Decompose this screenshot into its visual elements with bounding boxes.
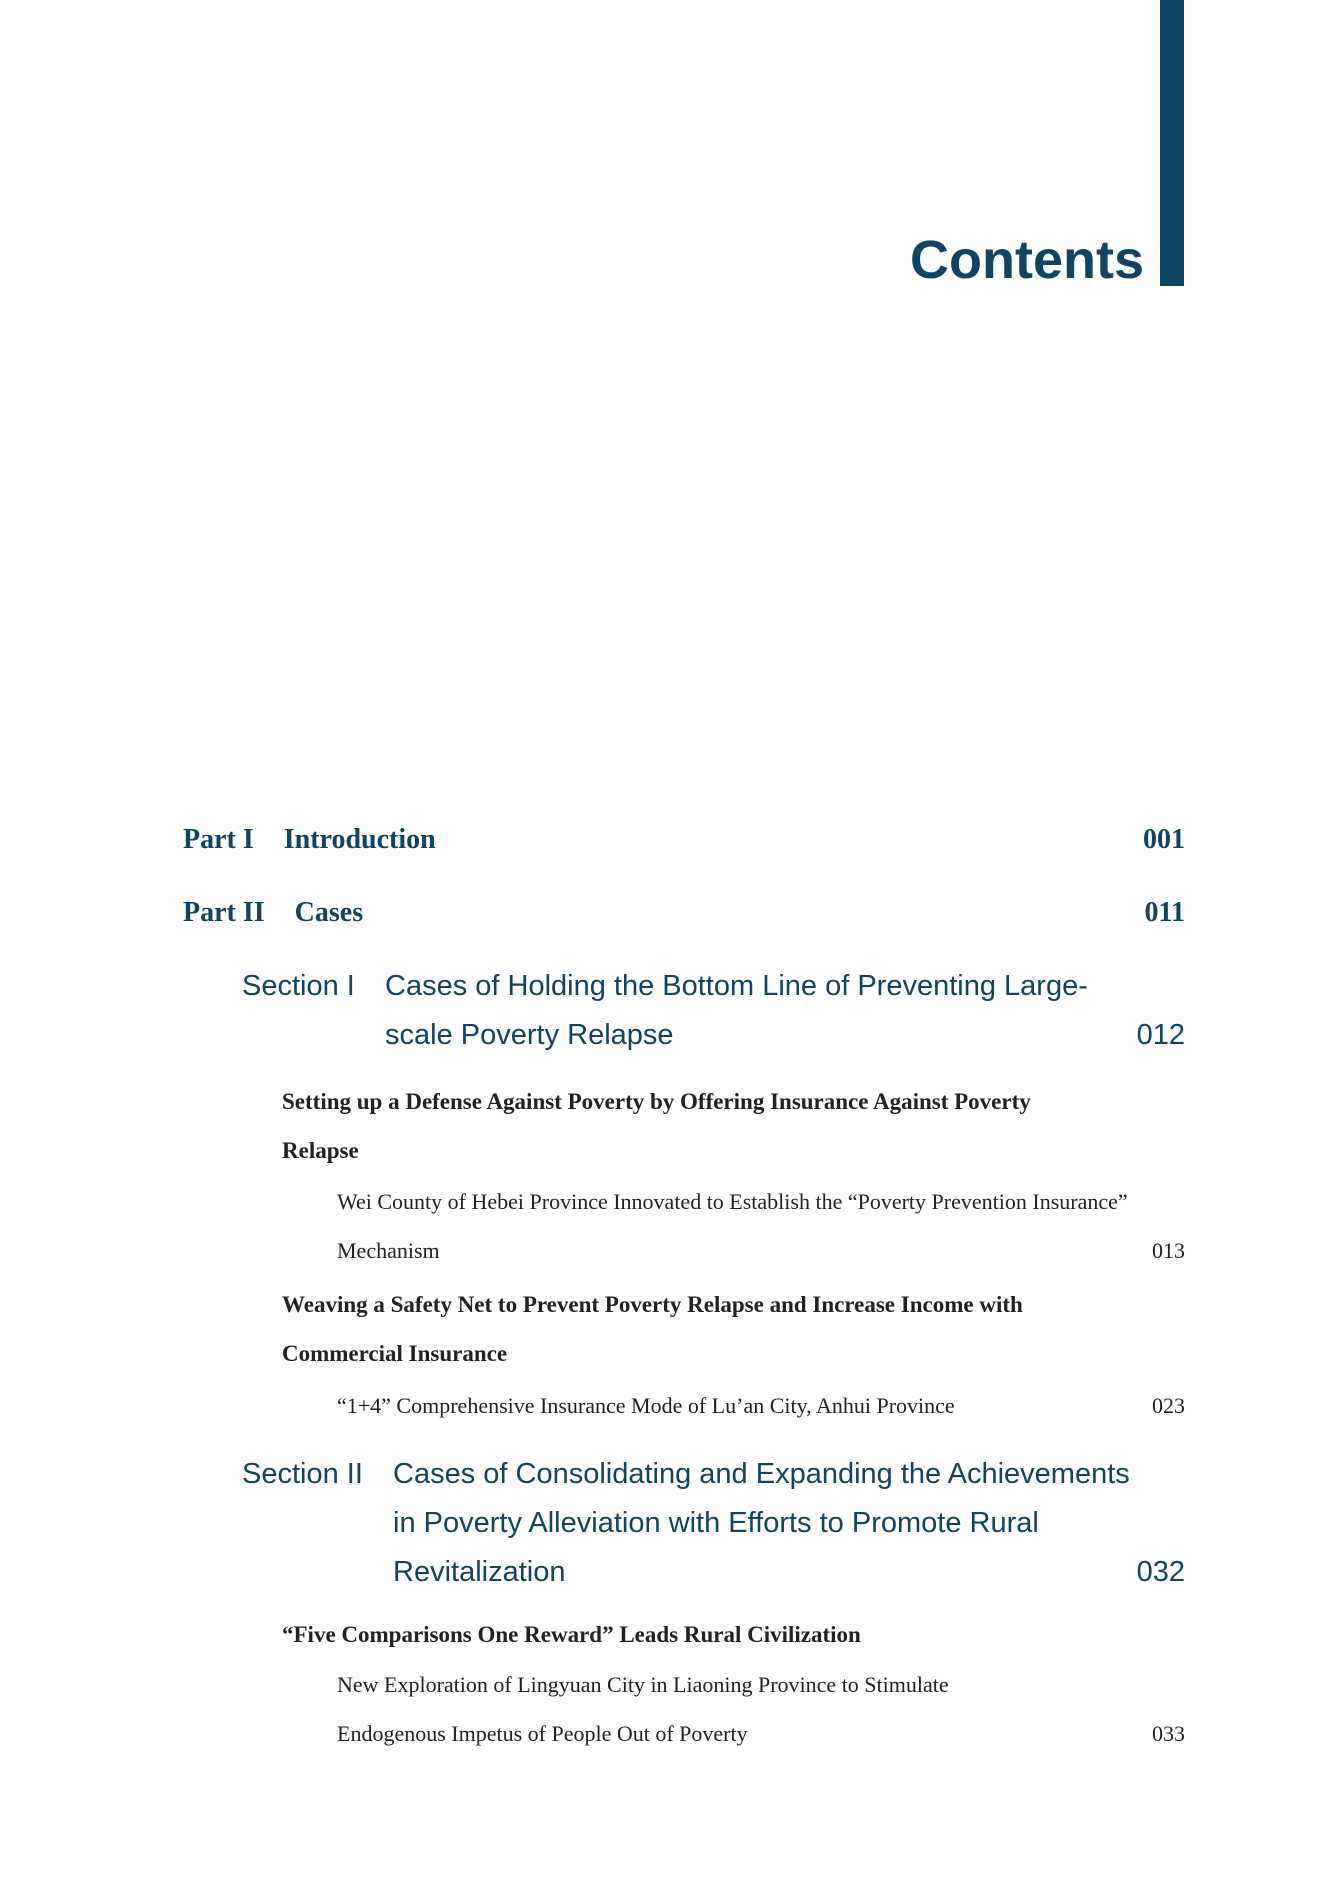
toc-section-1[interactable] [242,962,1185,1060]
section-title: Cases of Holding the Bottom Line of Preventing Large-scale Poverty Relapse [385,970,1088,1051]
page-number: 012 [1136,1019,1185,1051]
section-label: Section I [242,970,355,1002]
part-label: Part II [183,897,265,928]
entry-text: New Exploration of Lingyuan City in Liaoning Province to Stimulate Endogenous Impetus of People Out of Poverty [337,1672,949,1746]
section-label: Section II [242,1458,363,1490]
page-number: 011 [1144,897,1185,928]
part-title: Introduction [283,824,436,855]
toc-entry-3[interactable] [337,1660,1185,1758]
page-number: 033 [1152,1721,1185,1746]
entry-text: “1+4” Comprehensive Insurance Mode of Lu’an City, Anhui Province [337,1393,955,1418]
accent-bar [1160,0,1184,286]
toc-section-2[interactable] [242,1450,1185,1597]
toc-case-title-1[interactable]: Setting up a Defense Against Poverty by Offering Insurance Against Poverty Relapse [282,1089,1031,1163]
page-number: 032 [1136,1556,1185,1588]
entry-text: Wei County of Hebei Province Innovated to Establish the “Poverty Prevention Insurance” Mechanism [337,1189,1128,1263]
part-title: Cases [294,897,364,928]
toc-case-title-3[interactable]: “Five Comparisons One Reward” Leads Rural Civilization [282,1622,861,1647]
toc-case-title-2[interactable]: Weaving a Safety Net to Prevent Poverty Relapse and Increase Income with Commercial Insurance [282,1292,1023,1366]
part-label: Part I [183,824,254,855]
page-number: 013 [1152,1238,1185,1263]
page-number: 001 [1143,824,1185,855]
toc-part-2[interactable] [183,893,1185,933]
page-title: Contents [910,230,1144,290]
toc-entry-1[interactable] [337,1177,1185,1275]
section-title: Cases of Consolidating and Expanding the Achievements in Poverty Alleviation with Efforts to Promote Rural Revitalization [393,1458,1130,1588]
toc-part-1[interactable] [183,820,1185,860]
page-number: 023 [1152,1393,1185,1418]
toc-entry-2[interactable] [337,1381,1185,1430]
